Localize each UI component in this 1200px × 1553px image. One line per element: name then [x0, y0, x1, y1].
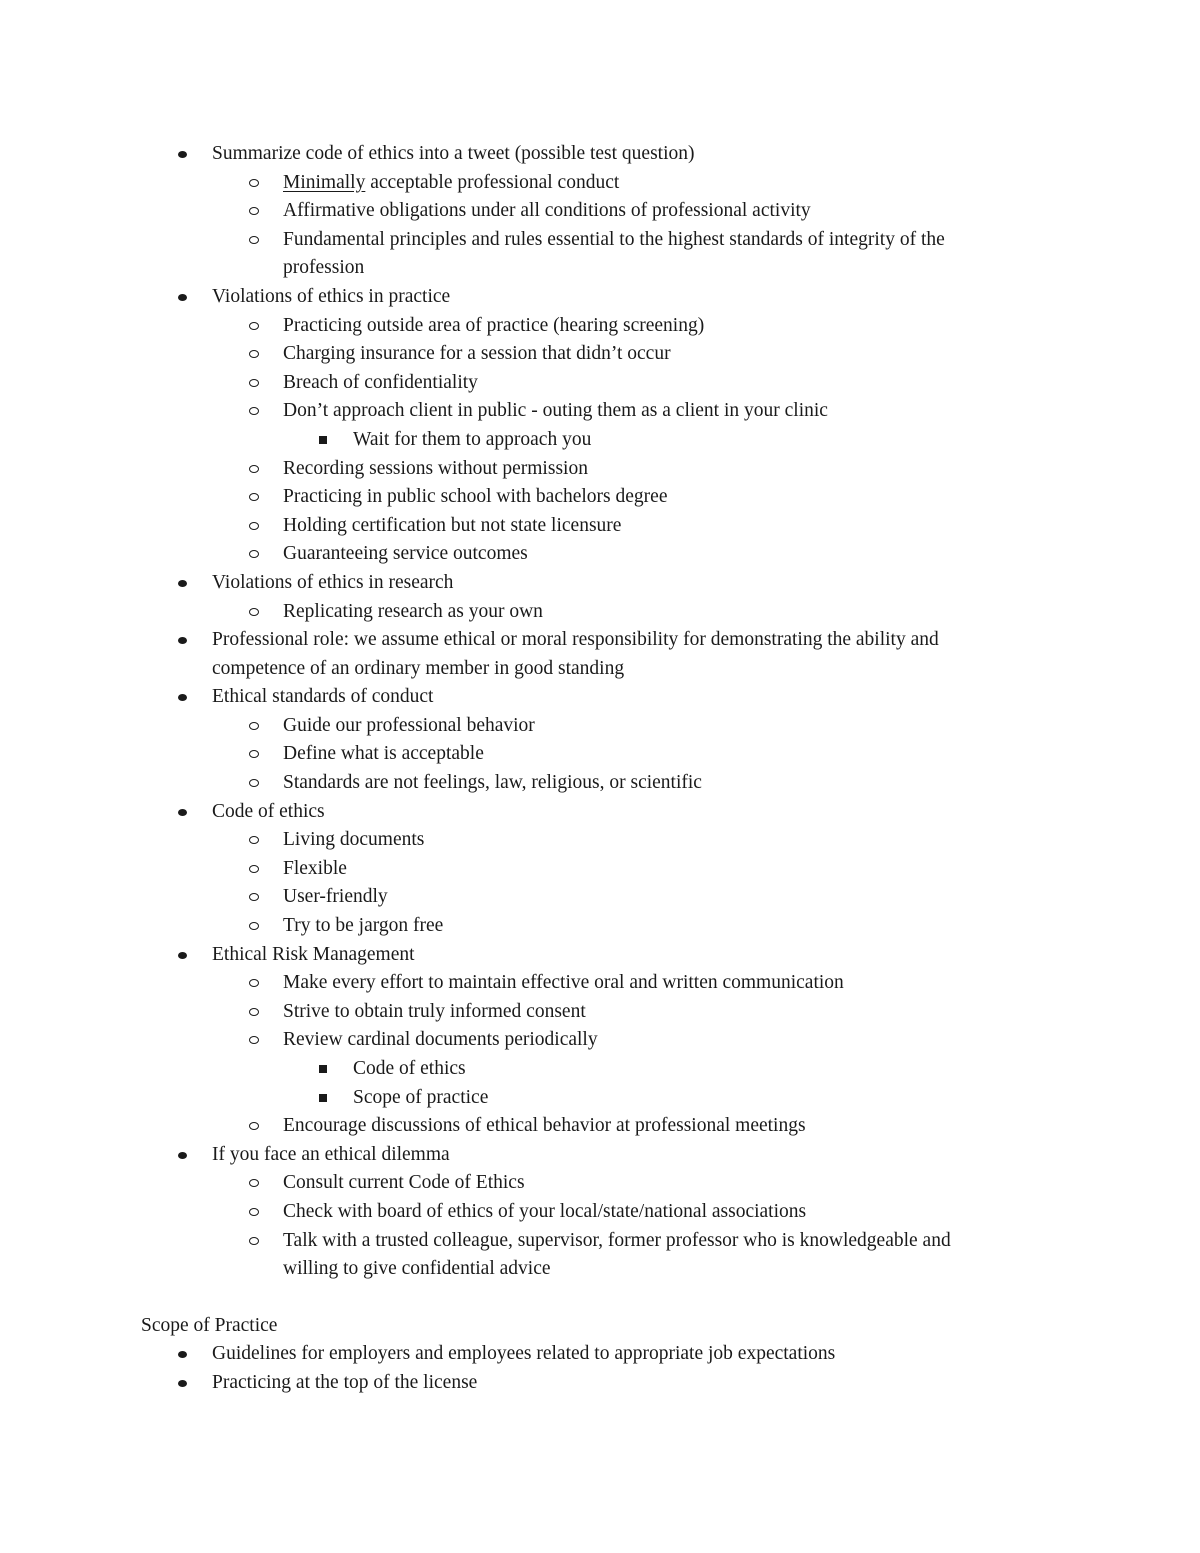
item-text: Talk with a trusted colleague, supervisor, former professor who is knowledgeable and: [283, 1229, 951, 1251]
item-text: Practicing outside area of practice (hearing screening): [283, 314, 705, 336]
item-text: Scope of practice: [353, 1086, 489, 1108]
item-text: Ethical Risk Management: [212, 943, 415, 965]
item-text: Code of ethics: [212, 800, 325, 822]
list-item: [0, 740, 1200, 769]
square-bullet-icon: [319, 1094, 327, 1102]
list-item: [0, 312, 1200, 341]
list-item: [0, 969, 1200, 998]
list-item: [0, 340, 1200, 369]
list-item: [0, 1227, 1200, 1256]
list-item: [0, 426, 1200, 455]
item-text: Replicating research as your own: [283, 600, 543, 622]
list-item: [0, 226, 1200, 255]
item-text: Define what is acceptable: [283, 743, 484, 765]
item-text: [283, 169, 619, 198]
list-item: [0, 798, 1200, 827]
circle-bullet-icon: [249, 865, 259, 873]
item-text: Charging insurance for a session that didn’t occur: [283, 343, 671, 365]
list-item: [0, 197, 1200, 226]
list-item: [0, 826, 1200, 855]
circle-bullet-icon: [249, 750, 259, 758]
disc-bullet-icon: [178, 151, 187, 158]
list-item-continuation: [0, 254, 1200, 283]
circle-bullet-icon: [249, 550, 259, 558]
item-text: competence of an ordinary member in good standing: [212, 657, 625, 679]
list-item-continuation: [0, 655, 1200, 684]
list-item: [0, 1112, 1200, 1141]
notes-outline: [0, 140, 1200, 1398]
underlined-text: Minimally: [283, 171, 366, 193]
item-text: Practicing in public school with bachelors degree: [283, 486, 668, 508]
section-heading: [0, 1312, 1200, 1341]
item-text: Holding certification but not state licensure: [283, 514, 622, 536]
disc-bullet-icon: [178, 1380, 187, 1387]
list-item: [0, 883, 1200, 912]
circle-bullet-icon: [249, 1122, 259, 1130]
list-item: [0, 855, 1200, 884]
item-text: User-friendly: [283, 886, 388, 908]
section-spacer: [0, 1284, 1200, 1312]
list-item: [0, 283, 1200, 312]
circle-bullet-icon: [249, 379, 259, 387]
circle-bullet-icon: [249, 493, 259, 501]
circle-bullet-icon: [249, 836, 259, 844]
circle-bullet-icon: [249, 207, 259, 215]
list-item: [0, 683, 1200, 712]
item-text: Try to be jargon free: [283, 915, 444, 937]
list-item: [0, 1340, 1200, 1369]
circle-bullet-icon: [249, 350, 259, 358]
item-text: Affirmative obligations under all conditions of professional activity: [283, 200, 811, 222]
circle-bullet-icon: [249, 407, 259, 415]
circle-bullet-icon: [249, 1008, 259, 1016]
item-text: Violations of ethics in research: [212, 571, 454, 593]
item-text: Fundamental principles and rules essential to the highest standards of integrity of the: [283, 228, 945, 250]
list-item: [0, 1169, 1200, 1198]
list-item: [0, 140, 1200, 169]
list-item: [0, 1055, 1200, 1084]
item-text: Violations of ethics in practice: [212, 285, 451, 307]
item-text: Review cardinal documents periodically: [283, 1029, 598, 1051]
item-text: Make every effort to maintain effective oral and written communication: [283, 972, 844, 994]
disc-bullet-icon: [178, 1152, 187, 1159]
item-text: Ethical standards of conduct: [212, 686, 434, 708]
list-item: [0, 1084, 1200, 1113]
square-bullet-icon: [319, 436, 327, 444]
item-text: Living documents: [283, 829, 425, 851]
item-text: Professional role: we assume ethical or moral responsibility for demonstrating the ability and: [212, 629, 939, 651]
item-text: Recording sessions without permission: [283, 457, 588, 479]
list-item: [0, 455, 1200, 484]
item-text: Standards are not feelings, law, religious, or scientific: [283, 772, 702, 794]
item-text: Scope of Practice: [141, 1314, 278, 1336]
disc-bullet-icon: [178, 809, 187, 816]
disc-bullet-icon: [178, 294, 187, 301]
item-text: Breach of confidentiality: [283, 371, 478, 393]
circle-bullet-icon: [249, 465, 259, 473]
circle-bullet-icon: [249, 608, 259, 616]
circle-bullet-icon: [249, 1036, 259, 1044]
circle-bullet-icon: [249, 1179, 259, 1187]
list-item: [0, 598, 1200, 627]
list-item: [0, 769, 1200, 798]
item-text: Practicing at the top of the license: [212, 1371, 478, 1393]
list-item: [0, 998, 1200, 1027]
list-item: [0, 483, 1200, 512]
item-text: Wait for them to approach you: [353, 428, 592, 450]
disc-bullet-icon: [178, 694, 187, 701]
list-item: [0, 569, 1200, 598]
list-item: [0, 512, 1200, 541]
item-text: Guidelines for employers and employees related to appropriate job expectations: [212, 1343, 836, 1365]
list-item: [0, 626, 1200, 655]
list-item: [0, 397, 1200, 426]
circle-bullet-icon: [249, 1237, 259, 1245]
circle-bullet-icon: [249, 779, 259, 787]
circle-bullet-icon: [249, 922, 259, 930]
list-item: [0, 540, 1200, 569]
item-text: Code of ethics: [353, 1058, 466, 1079]
item-text: Don’t approach client in public - outing them as a client in your clinic: [283, 400, 828, 422]
circle-bullet-icon: [249, 893, 259, 901]
list-item: [0, 1198, 1200, 1227]
circle-bullet-icon: [249, 979, 259, 987]
item-text: willing to give confidential advice: [283, 1258, 551, 1280]
item-text-rest: acceptable professional conduct: [365, 171, 620, 193]
list-item: [0, 712, 1200, 741]
list-item: [0, 912, 1200, 941]
list-item: [0, 1369, 1200, 1398]
circle-bullet-icon: [249, 722, 259, 730]
item-text: Guaranteeing service outcomes: [283, 543, 528, 565]
list-item: [0, 1026, 1200, 1055]
item-text: If you face an ethical dilemma: [212, 1143, 450, 1165]
item-text: Consult current Code of Ethics: [283, 1172, 525, 1194]
disc-bullet-icon: [178, 1351, 187, 1358]
item-text: Check with board of ethics of your local/state/national associations: [283, 1200, 807, 1222]
item-text: Guide our professional behavior: [283, 714, 535, 736]
circle-bullet-icon: [249, 179, 259, 187]
list-item: [0, 169, 1200, 198]
circle-bullet-icon: [249, 1208, 259, 1216]
item-text: profession: [283, 257, 365, 279]
disc-bullet-icon: [178, 952, 187, 959]
list-item: [0, 369, 1200, 398]
item-text: Summarize code of ethics into a tweet (possible test question): [212, 143, 695, 164]
list-item-continuation: [0, 1255, 1200, 1284]
item-text: Strive to obtain truly informed consent: [283, 1000, 586, 1022]
list-item: [0, 1141, 1200, 1170]
list-item: [0, 941, 1200, 970]
circle-bullet-icon: [249, 522, 259, 530]
circle-bullet-icon: [249, 322, 259, 330]
circle-bullet-icon: [249, 236, 259, 244]
disc-bullet-icon: [178, 580, 187, 587]
item-text: Flexible: [283, 857, 347, 879]
disc-bullet-icon: [178, 637, 187, 644]
item-text: Encourage discussions of ethical behavior at professional meetings: [283, 1115, 806, 1137]
square-bullet-icon: [319, 1065, 327, 1073]
